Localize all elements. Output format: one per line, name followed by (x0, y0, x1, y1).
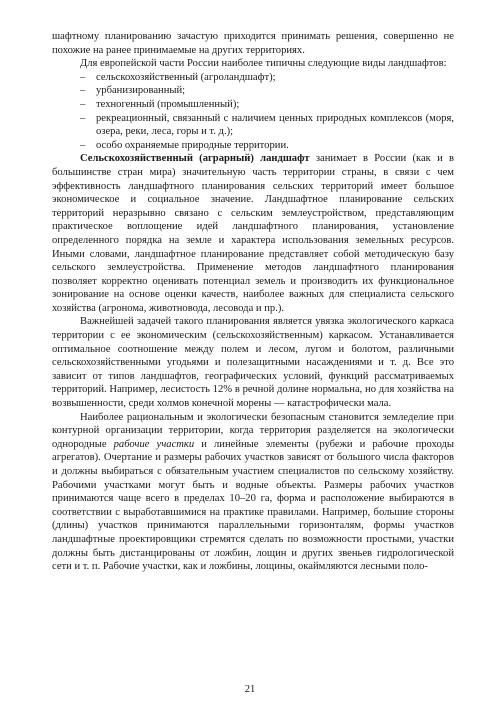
list-item-text: сельскохозяйственный (агроландшафт); (96, 71, 276, 83)
page-number: 21 (244, 684, 256, 695)
list-item-text: урбанизированный; (96, 85, 186, 97)
paragraph-agricultural-landscape (52, 152, 454, 315)
list-item-text: рекреационный, связанный с наличием ценных природных комплексов (моря, озера, реки, леса, горы и т. д.); (96, 112, 454, 138)
term-agricultural-landscape: Сельскохозяйственный (аграрный) ландшафт (80, 153, 310, 165)
paragraph-continuation: шафтному планированию зачастую приходится принимать решения, совершенно не похожие на ранее принимаемые на других территориях. (52, 31, 454, 56)
term-work-plots: рабочие участки (113, 438, 195, 450)
list-item-text: техногенный (промышленный); (96, 98, 240, 110)
list-item: – урбанизированный; (80, 85, 186, 97)
paragraph-contour-organization (52, 411, 454, 574)
list-item-text: особо охраняемые природные территории. (96, 139, 289, 151)
paragraph-text: и линейные элементы (рубежи и рабочие проходы агрегатов). Очертание и размеры рабочих участков зависят от большого числа факторов и должны выбираться с обязательным участием специалистов по сельскому хозяйству. Рабочими участками могут быть и водные объекты. Размеры рабочих участков принимаются чаще всего в пределах 10–20 га, форма и расположение выбираются в соответствии с выработавшимися на практике правилами. Например, большие стороны (длины) участков принимаются параллельными горизонталям, формы участков ландшафтные проектировщики стремятся сделать по возможности простыми, участки должны быть дистанцированы от ложбин, лощин и других звеньев гидрологической сети и т. п. Рабочие участки, как и ложбины, лощины, окаймляются лесными поло- (52, 438, 454, 573)
landscape-types-list (52, 71, 454, 153)
list-item: – сельскохозяйственный (агроландшафт); (80, 71, 276, 83)
paragraph-text: Наиболее рациональным и экологически безопасным становится земледелие при контурной организации территории, когда территория разделяется на экологически однородные (52, 411, 454, 450)
list-item: – особо охраняемые природные территории. (80, 139, 289, 151)
paragraph-landscape-types-intro: Для европейской части России наиболее типичны следующие виды ландшафтов: (80, 58, 447, 70)
page-body (52, 30, 454, 574)
list-item: – рекреационный, связанный с наличием ценных природных комплексов (моря, озера, реки, леса, горы и т. д.); (80, 112, 454, 138)
paragraph-ecological-framework: Важнейшей задачей такого планирования является увязка экологического каркаса территории с ее экономическим (сельскохозяйственным) каркасом. Устанавливается оптимальное соотношение между полем и лесом, лугом и болотом, различными сельскохозяйственными угодьями и полезащитными насаждениями и т. д. Все это зависит от типов ландшафтов, географических условий, функций рассматриваемых территорий. Например, лесистость 12% в речной долине нормальна, но для хозяйства на возвышенности, среди холмов конечной морены — катастрофически мала. (52, 316, 454, 410)
paragraph-text: занимает в России (как и в большинстве стран мира) значительную часть территории страны, в связи с чем эффективность ландшафтного планирования сельских территорий имеет большое экономическое и социальное значение. Ландшафтное планирование сельских территорий неразрывно связано с сельским землеустройством, представляющим практическое воплощение идей ландшафтного планирования, установление определенного порядка на земле и характера использования земельных ресурсов. Иными словами, ландшафтное планирование представляет собой методическую базу сельского землеустройства. Применение методов ландшафтного планирования позволяет корректно оценивать потенциал земель и производить их функциональное зонирование на основе оценки качеств, наиболее важных для специалиста сельского хозяйства (агронома, животновода, лесовода и пр.). (52, 153, 454, 314)
list-item: – техногенный (промышленный); (80, 98, 240, 110)
